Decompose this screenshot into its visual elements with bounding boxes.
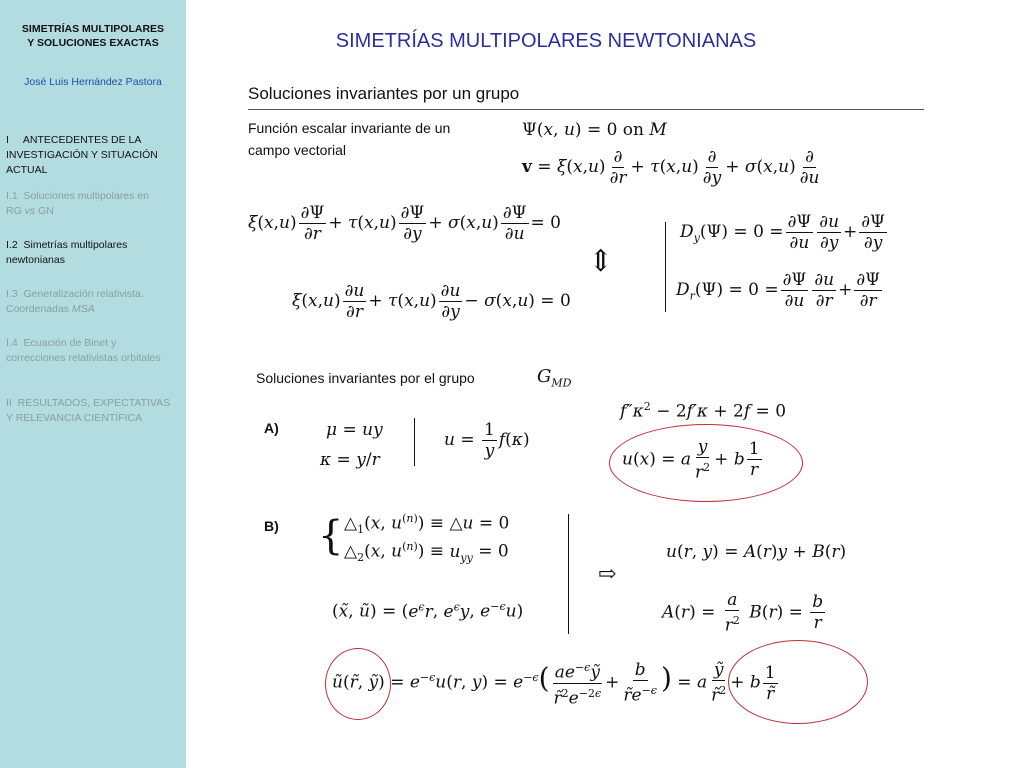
- nav-line: [6, 204, 180, 219]
- brace: {: [318, 513, 344, 559]
- equation-transform: (x̃, ũ) = ($e^\epsilon r$, $e^\epsilon y$, $e^{-\epsilon}u$): [332, 600, 524, 622]
- nav-section-1-3[interactable]: [6, 287, 180, 317]
- separator-line: [665, 222, 666, 312]
- equation-dr: $D_r(\Psi) = 0$ = $\frac{\partial\Psi}{\partial u}$ $\frac{\partial u}{\partial r}$ + $\frac{\partial\Psi}{\partial r}$: [676, 270, 881, 311]
- nav-section-1-1[interactable]: [6, 189, 180, 219]
- nav-line: I.1 Soluciones multipolares en: [6, 190, 149, 202]
- separator-line: [414, 418, 415, 466]
- equation-pde-psi: ξ(x,u) $\frac{\partial\Psi}{\partial r}$ + τ(x,u) $\frac{\partial\Psi}{\partial y}$ + σ(x,u) $\frac{\partial\Psi}{\partial u}$ = 0: [248, 203, 561, 244]
- presentation-title-line1: SIMETRÍAS MULTIPOLARES: [21, 23, 165, 35]
- implies-arrow-icon: ⇨: [598, 562, 617, 587]
- equation-pde-u: ξ(x,u) $\frac{\partial u}{\partial r}$ + τ(x,u) $\frac{\partial u}{\partial y}$ − σ(x,u) = 0: [292, 281, 571, 322]
- equation-kappa: κ = y/r: [320, 450, 380, 470]
- nav-line: [6, 302, 180, 317]
- nav-line: I.4 Ecuación de Binet y: [6, 337, 117, 349]
- nav-text: RG: [6, 205, 25, 217]
- case-a-label: A): [264, 420, 279, 436]
- text-line: Función escalar invariante de un: [248, 120, 451, 136]
- equation-u-ry: u(r, y) = A(r)y + B(r): [666, 542, 847, 562]
- group-symbol: $G_{MD}$: [537, 366, 572, 390]
- equivalence-arrow-icon: ⇕: [588, 244, 614, 279]
- nav-text: Coordenadas: [6, 303, 72, 315]
- equation-laplace-2: $\triangle_2(x$, $u^{(n)}) \equiv u_{yy} = 0$: [344, 540, 509, 565]
- presentation-title: [0, 22, 186, 50]
- nav-line: I ANTECEDENTES DE LA: [6, 134, 142, 146]
- nav-section-antecedentes[interactable]: [6, 133, 180, 178]
- separator-line: [568, 514, 569, 634]
- nav-line: Y RELEVANCIA CIENTÍFICA: [6, 412, 143, 424]
- equation-psi-zero: Ψ(x, u) = 0 on M: [522, 120, 667, 140]
- nav-section-ii[interactable]: [6, 396, 180, 426]
- equation-ode: $f''\kappa^2 - 2f'\kappa + 2f = 0$: [620, 400, 787, 422]
- equation-u-kappa: u = $\frac{1}{y}$ f(κ): [444, 420, 530, 461]
- equation-u-solution: u(x) = a $\frac{y}{r^2}$ + b $\frac{1}{r}$: [622, 437, 760, 483]
- nav-section-1-2[interactable]: [6, 238, 180, 268]
- scalar-function-text: [248, 117, 450, 161]
- nav-text-em: MSA: [71, 303, 95, 315]
- case-b-label: B): [264, 518, 279, 534]
- nav-line: ACTUAL: [6, 164, 48, 176]
- nav-line: I.3 Generalización relativista.: [6, 288, 144, 300]
- nav-text-em: vs: [24, 205, 36, 217]
- nav-line: II RESULTADOS, EXPECTATIVAS: [6, 397, 171, 409]
- nav-line: newtonianas: [6, 254, 65, 266]
- author-name: José Luis Hernández Pastora: [24, 76, 162, 88]
- nav-line: I.2 Simetrías multipolares: [6, 239, 128, 251]
- equation-dy: $D_y(\Psi) = 0$ = $\frac{\partial\Psi}{\partial u}$ $\frac{\partial u}{\partial y}$ + $\frac{\partial\Psi}{\partial y}$: [680, 212, 885, 253]
- equation-mu: μ = uy: [326, 420, 383, 440]
- group-invariant-text: Soluciones invariantes por el grupo: [256, 370, 475, 386]
- sidebar: [0, 0, 186, 768]
- presentation-title-line2: Y SOLUCIONES EXACTAS: [27, 37, 159, 49]
- text-line: campo vectorial: [248, 142, 347, 158]
- nav-line: correcciones relativistas orbitales: [6, 352, 161, 364]
- equation-a-b: A(r) = $\frac{a}{r^2}$ B(r) = $\frac{b}{r}$: [662, 590, 824, 636]
- slide-title: SIMETRÍAS MULTIPOLARES NEWTONIANAS: [335, 30, 757, 52]
- equation-laplace-1: $\triangle_1(x$, $u^{(n)}$) ≡ △u = 0: [344, 512, 510, 537]
- nav-section-1-4[interactable]: [6, 336, 180, 366]
- section-subtitle: Soluciones invariantes por un grupo: [248, 84, 520, 103]
- nav-text: GN: [35, 205, 54, 217]
- equation-final: ũ(r̃, ỹ) = $e^{-\epsilon}u(r$, $y) = e^{-\epsilon}$( $\frac{ae^{-\epsilon}ỹ}{r̃^2e^{-2\epsilon}}$ + $\frac{b}{r̃e^{-\epsilon}}$ ) = a $\frac{\text{ỹ}}{r̃^2}$ + b $\frac{1}{r̃}$: [332, 658, 780, 708]
- equation-vector-field: v = ξ(x,u) $\frac{\partial}{\partial r}$ + τ(x,u) $\frac{\partial}{\partial y}$ + σ(x,u) $\frac{\partial}{\partial u}$: [522, 147, 820, 188]
- divider: [248, 109, 924, 110]
- nav-line: INVESTIGACIÓN Y SITUACIÓN: [6, 149, 158, 161]
